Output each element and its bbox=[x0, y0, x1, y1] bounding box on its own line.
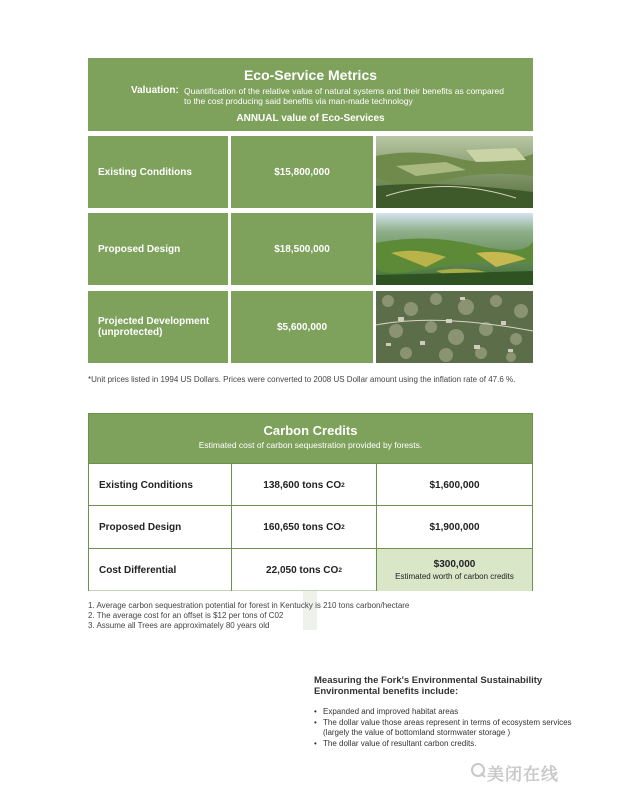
carbon-row-tons: 160,650 tons CO 2 bbox=[231, 506, 376, 549]
watermark-text: 美闭在线 bbox=[487, 765, 559, 784]
watermark-logo-icon bbox=[470, 762, 486, 783]
carbon-credits-table bbox=[88, 413, 533, 591]
carbon-value-note: Estimated worth of carbon credits bbox=[395, 572, 514, 581]
existing-conditions-aerial-photo bbox=[376, 136, 533, 208]
proposed-design-aerial-photo bbox=[376, 213, 533, 285]
eco-metrics-header bbox=[88, 58, 533, 131]
eco-row-value: $15,800,000 bbox=[231, 136, 373, 208]
aerial-photo-image bbox=[376, 213, 533, 285]
carbon-credits-header bbox=[89, 414, 532, 463]
eco-row-value: $5,600,000 bbox=[231, 291, 373, 363]
benefits-list bbox=[314, 707, 584, 749]
footnote-item: 2. The average cost for an offset is $12 per tons of C02 bbox=[88, 611, 284, 620]
footnote-item: 3. Assume all Trees are approximately 80 years old bbox=[88, 621, 270, 630]
aerial-photo-image bbox=[376, 291, 533, 363]
eco-metrics-title: Eco-Service Metrics bbox=[243, 67, 378, 83]
list-item: • The dollar value those areas represent in terms of ecosystem services (largely the value of bottomland stormwater storage ) bbox=[314, 718, 584, 739]
list-item: • The dollar value of resultant carbon credits. bbox=[314, 739, 584, 750]
eco-row-value: $18,500,000 bbox=[231, 213, 373, 285]
carbon-row-tons: 138,600 tons CO 2 bbox=[231, 464, 376, 506]
carbon-row-tons: 22,050 tons CO 2 bbox=[231, 549, 376, 591]
eco-row-label: Projected Development (unprotected) bbox=[88, 291, 228, 363]
carbon-credits-subtitle: Estimated cost of carbon sequestration provided by forests. bbox=[198, 440, 423, 450]
carbon-row-value-highlight bbox=[376, 549, 532, 591]
carbon-row-value: $1,600,000 bbox=[376, 464, 532, 506]
carbon-row-value: $300,000 bbox=[433, 559, 476, 570]
measuring-title: Measuring the Fork's Environmental Sustainability Environmental benefits include: bbox=[314, 675, 543, 697]
eco-row-label: Proposed Design bbox=[88, 213, 228, 285]
carbon-footnotes bbox=[88, 601, 548, 631]
eco-row-label: Existing Conditions bbox=[88, 136, 228, 208]
carbon-row-value: $1,900,000 bbox=[376, 506, 532, 549]
carbon-row-label: Proposed Design bbox=[99, 522, 182, 533]
annual-value-label: ANNUAL value of Eco-Services bbox=[236, 113, 385, 124]
projected-development-aerial-photo bbox=[376, 291, 533, 363]
carbon-row-label: Existing Conditions bbox=[99, 479, 193, 491]
valuation-text: Quantification of the relative value of natural systems and their benefits as compared to the cost producing said benefits via man-made technology bbox=[184, 86, 504, 106]
carbon-credits-title: Carbon Credits bbox=[263, 423, 358, 438]
eco-unit-price-note: *Unit prices listed in 1994 US Dollars. Prices were converted to 2008 US Dollar amount using the inflation rate of 47.6 %. bbox=[88, 375, 516, 384]
table-row bbox=[89, 548, 532, 591]
aerial-photo-image bbox=[376, 136, 533, 208]
carbon-row-label: Cost Differential bbox=[99, 564, 177, 576]
table-row bbox=[89, 463, 532, 506]
valuation-label: Valuation: bbox=[131, 85, 179, 96]
footnote-item: 1. Average carbon sequestration potential for forest in Kentucky is 210 tons carbon/hectare bbox=[88, 601, 410, 610]
list-item: • Expanded and improved habitat areas bbox=[314, 707, 584, 718]
table-row bbox=[89, 505, 532, 549]
